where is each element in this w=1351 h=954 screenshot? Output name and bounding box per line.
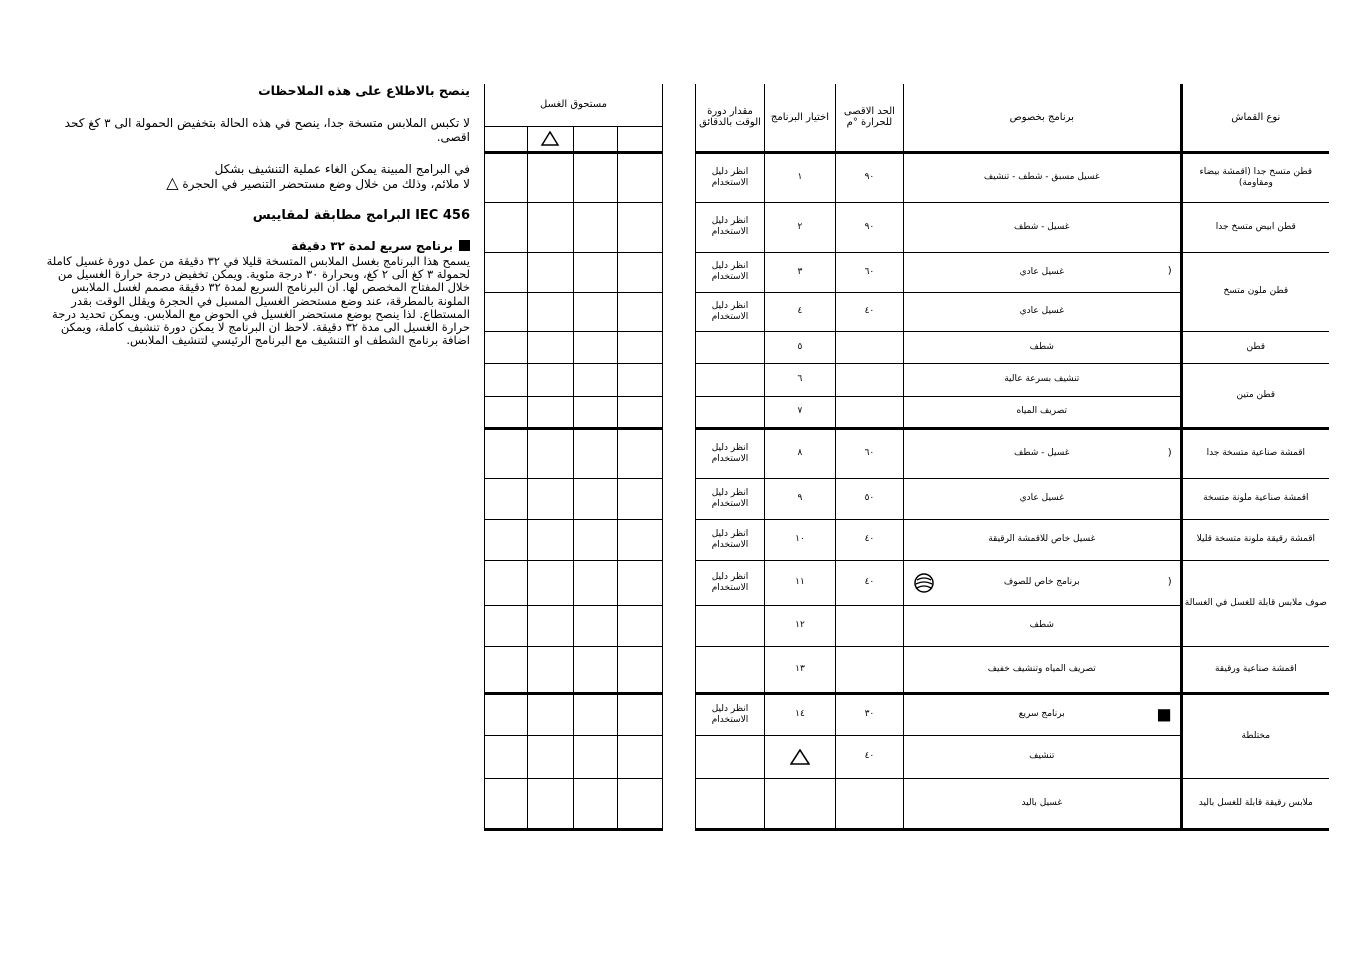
selector-cell: ٦: [764, 363, 835, 396]
note-bleach-1: في البرامج المبينة يمكن الغاء عملية التنشيف بشكل: [214, 162, 470, 176]
fabric-cell: اقمشة صناعية ورقيقة: [1181, 646, 1329, 693]
note-mark: (: [1167, 446, 1172, 458]
program-cell: غسيل مسبق - شطف - تنشيف: [903, 152, 1181, 202]
note-iec: IEC 456 البرامج مطابقة لمقاييس: [252, 208, 470, 223]
header-fabric: نوع القماش: [1181, 84, 1329, 152]
program-cell: غسيل - شطف: [903, 202, 1181, 252]
quick-program-title: برنامج سريع لمدة ٣٢ دقيقة: [291, 239, 453, 253]
detergent-col-bleach: [527, 126, 573, 152]
header-program: برنامج بخصوص: [903, 84, 1181, 152]
detergent-table: [484, 84, 663, 831]
temp-cell: [835, 331, 903, 363]
duration-cell: انظر دليل الاستخدام: [696, 478, 765, 519]
square-symbol-icon: ■: [1156, 703, 1172, 723]
program-cell: تنشيف: [903, 735, 1181, 778]
table-row: [696, 478, 1330, 519]
duration-cell: انظر دليل الاستخدام: [696, 560, 765, 605]
temp-cell: ٩٠: [835, 152, 903, 202]
duration-cell: انظر دليل الاستخدام: [696, 202, 765, 252]
temp-cell: ٦٠: [835, 428, 903, 478]
temp-cell: ٤٠: [835, 560, 903, 605]
program-cell: غسيل خاص للاقمشة الرقيقة: [903, 519, 1181, 560]
warning-triangle-icon: △: [166, 173, 179, 192]
temp-cell: ٦٠: [835, 252, 903, 292]
bleach-triangle-icon: [541, 131, 559, 146]
selector-cell: ١٤: [764, 693, 835, 735]
temp-cell: [835, 646, 903, 693]
selector-cell: ١٣: [764, 646, 835, 693]
note-bleach-2: [40, 173, 470, 192]
notes-heading: ينصح بالاطلاع على هذه الملاحظات: [258, 83, 470, 98]
selector-cell: ٢: [764, 202, 835, 252]
program-cell: [903, 693, 1181, 735]
temp-cell: ٤٠: [835, 735, 903, 778]
table-row: [696, 646, 1330, 693]
temp-cell: [835, 605, 903, 646]
program-cell: تصريف المياه وتنشيف خفيف: [903, 646, 1181, 693]
duration-cell: انظر دليل الاستخدام: [696, 252, 765, 292]
wool-symbol-icon: [912, 572, 936, 594]
program-label: برنامج خاص للصوف: [1003, 577, 1080, 587]
fabric-cell: قطن ملون متسخ: [1181, 252, 1329, 331]
program-label: غسيل عادي: [1019, 266, 1064, 277]
dry-triangle-icon: [790, 749, 810, 765]
note-mark: (: [1167, 265, 1172, 277]
duration-cell: [696, 735, 765, 778]
fabric-cell: قطن متين: [1181, 363, 1329, 428]
temp-cell: ٥٠: [835, 478, 903, 519]
fabric-cell: اقمشة رقيقة ملونة متسخة قليلا: [1181, 519, 1329, 560]
fabric-cell: صوف ملابس قابلة للغسل في الغسالة: [1181, 560, 1329, 646]
square-symbol-icon: [459, 240, 470, 251]
fabric-cell: قطن: [1181, 331, 1329, 363]
program-cell: شطف: [903, 331, 1181, 363]
temp-cell: [835, 778, 903, 829]
notes-panel: [40, 84, 470, 357]
duration-cell: [696, 646, 765, 693]
temp-cell: [835, 363, 903, 396]
selector-cell: ٣: [764, 252, 835, 292]
duration-cell: [696, 331, 765, 363]
table-row: [696, 693, 1330, 735]
program-cell: شطف: [903, 605, 1181, 646]
duration-cell: انظر دليل الاستخدام: [696, 693, 765, 735]
quick-program-title-row: [40, 239, 470, 253]
temp-cell: ٣٠: [835, 693, 903, 735]
program-cell: تنشيف بسرعة عالية: [903, 363, 1181, 396]
fabric-cell: قطن ابيض متسخ جدا: [1181, 202, 1329, 252]
program-cell: [903, 428, 1181, 478]
duration-cell: [696, 778, 765, 829]
program-cell: [903, 560, 1181, 605]
duration-cell: [696, 396, 765, 428]
program-cell: غسيل عادي: [903, 292, 1181, 331]
selector-cell: ١٢: [764, 605, 835, 646]
selector-cell: ٥: [764, 331, 835, 363]
duration-cell: انظر دليل الاستخدام: [696, 519, 765, 560]
detergent-col-1: [618, 126, 663, 152]
temp-cell: ٩٠: [835, 202, 903, 252]
table-row: [696, 428, 1330, 478]
program-label: غسيل - شطف: [1014, 448, 1070, 458]
duration-cell: [696, 605, 765, 646]
selector-cell: ٤: [764, 292, 835, 331]
header-selector: اختيار البرنامج: [764, 84, 835, 152]
selector-cell: [764, 778, 835, 829]
detergent-col-2: [573, 126, 618, 152]
header-max-temp: الحد الاقصى للحرارة °م: [835, 84, 903, 152]
selector-cell: ٨: [764, 428, 835, 478]
program-cell: غسيل عادي: [903, 478, 1181, 519]
fabric-cell: قطن متسخ جدا (اقمشة بيضاء ومقاومة): [1181, 152, 1329, 202]
temp-cell: ٤٠: [835, 292, 903, 331]
temp-cell: ٤٠: [835, 519, 903, 560]
fabric-cell: اقمشة صناعية متسخة جدا: [1181, 428, 1329, 478]
selector-cell: [764, 735, 835, 778]
note-bleach-text: لا ملائم، وذلك من خلال وضع مستحضر التنصير في الحجرة: [182, 177, 470, 191]
table-row: [696, 152, 1330, 202]
detergent-header: مستحوق الغسل: [485, 84, 663, 126]
program-label: برنامج سريع: [1018, 709, 1065, 719]
duration-cell: [696, 363, 765, 396]
table-row: [696, 363, 1330, 396]
selector-cell: ١٠: [764, 519, 835, 560]
selector-cell: ٩: [764, 478, 835, 519]
table-row: [696, 560, 1330, 605]
fabric-cell: مختلطة: [1181, 693, 1329, 778]
note-load: لا تكبس الملابس متسخة جدا، ينصح في هذه الحالة بتخفيض الحمولة الى ٣ كغ كحد اقصى.: [64, 116, 470, 144]
detergent-col-4: [485, 126, 528, 152]
program-cell: [903, 252, 1181, 292]
note-mark: (: [1167, 575, 1172, 587]
table-row: [696, 778, 1330, 829]
header-duration: مقدار دورة الوقت بالدقائق: [696, 84, 765, 152]
temp-cell: [835, 396, 903, 428]
duration-cell: انظر دليل الاستخدام: [696, 428, 765, 478]
table-row: [696, 252, 1330, 292]
fabric-cell: ملابس رقيقة قابلة للغسل باليد: [1181, 778, 1329, 829]
program-table: [695, 84, 1329, 831]
duration-cell: انظر دليل الاستخدام: [696, 292, 765, 331]
table-row: [696, 331, 1330, 363]
fabric-cell: اقمشة صناعية ملونة متسخة: [1181, 478, 1329, 519]
duration-cell: انظر دليل الاستخدام: [696, 152, 765, 202]
program-cell: تصريف المياه: [903, 396, 1181, 428]
selector-cell: ٧: [764, 396, 835, 428]
table-row: [696, 519, 1330, 560]
selector-cell: ١: [764, 152, 835, 202]
table-row: [696, 202, 1330, 252]
program-cell: غسيل باليد: [903, 778, 1181, 829]
quick-program-body: يسمح هذا البرنامج بغسل الملابس المتسخة قليلا في ٣٢ دقيقة من عمل دورة غسيل كاملة لحمولة ٣ كغ الى ٢ كغ، وبحرارة ٣٠ درجة مئوية. ويمكن تخفيض درجة حرارة الغسيل من خلال المفتاح المخصص لها. ان البرنامج السريع لمدة ٣٢ دقيقة مصمم لغسل الملابس الملونة بالمطرقة، عند وضع مستحضر الغسيل المسيل في الحجرة ويقلل الوقت بقدر المستطاع. لذا ينصح بوضع مستحضر الغسيل في الحوض مع الملابس. ويمكن تحديد درجة حرارة الغسيل الى مدة ٣٢ دقيقة. لاحظ ان البرنامج لا يمكن دورة تنشيف كاملة، ويمكن اضافة برنامج الشطف او التنشيف مع البرنامج الرئيسي لتنشيف الملابس.: [46, 254, 470, 348]
selector-cell: ١١: [764, 560, 835, 605]
